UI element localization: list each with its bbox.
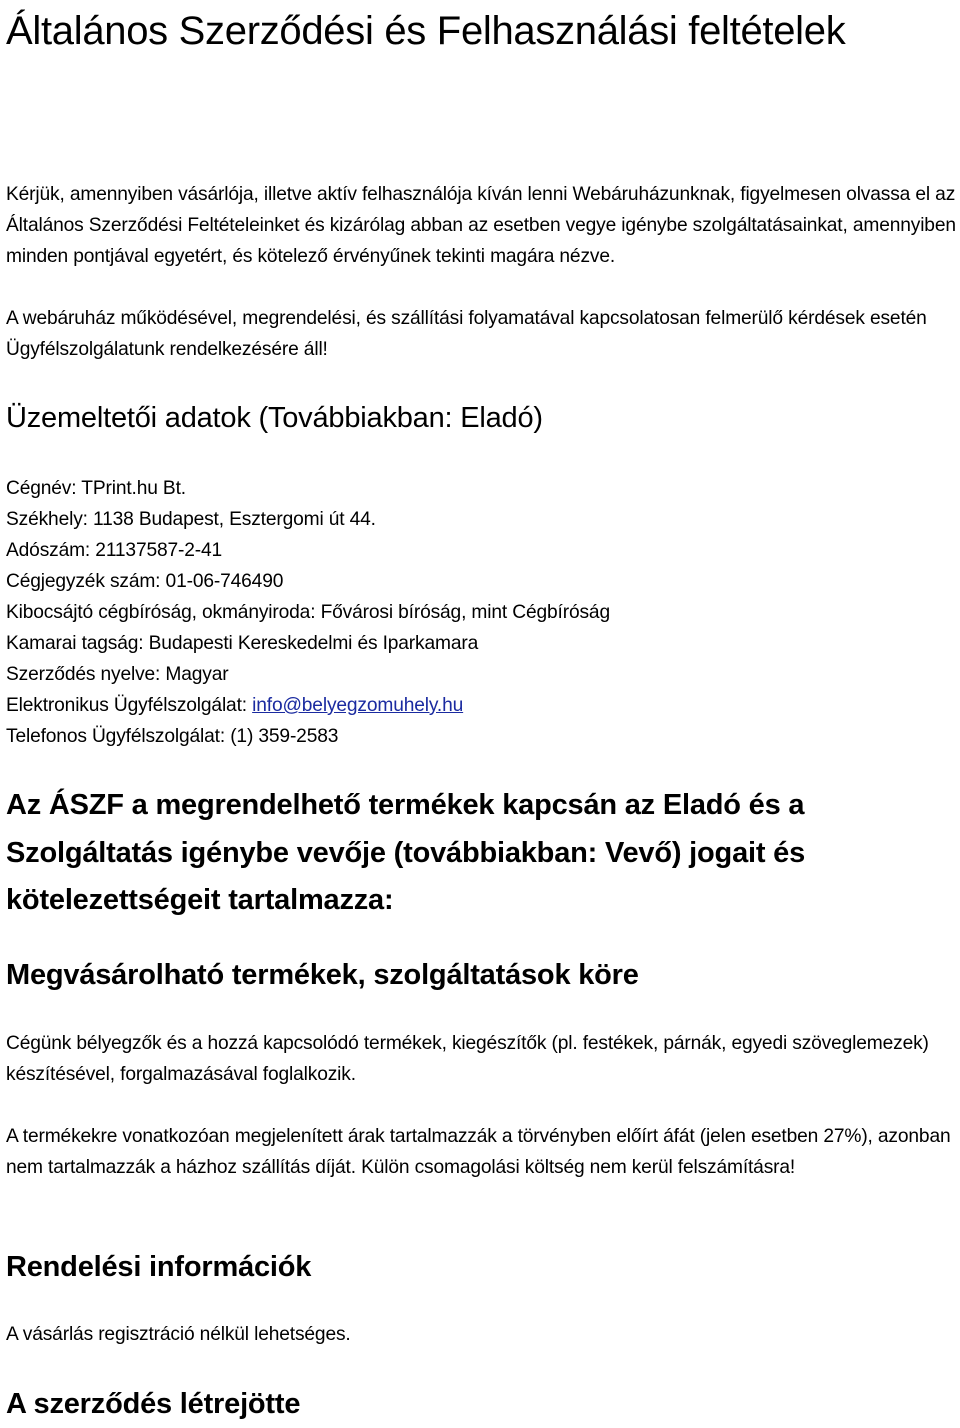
intro-paragraph-1: Kérjük, amennyiben vásárlója, illetve aktív felhasználója kíván lenni Webáruházunknak, figyelmesen olvassa el az Általános Szerződési Feltételeinket és kizárólag abban az esetben vegye igénybe szolgáltatásainkat, amennyiben minden pontjával egyetért, és kötelező érvényűnek tekinti magára nézve. [6, 184, 956, 267]
chamber-membership: Kamarai tagság: Budapesti Kereskedelmi és Iparkamara [6, 633, 479, 654]
email-support [6, 690, 463, 721]
company-seat: Székhely: 1138 Budapest, Esztergomi út 44. [6, 509, 376, 530]
email-support-label: Elektronikus Ügyfélszolgálat: [6, 695, 253, 716]
ordering-heading: Rendelési információk [6, 1251, 312, 1283]
products-paragraph-2: A termékekre vonatkozóan megjelenített árak tartalmazzák a törvényben előírt áfát (jelen esetben 27%), azonban nem tartalmazzák a házhoz szállítás díját. Külön csomagolási költség nem kerül felszámításra! [6, 1126, 951, 1178]
tax-number: Adószám: 21137587-2-41 [6, 540, 223, 561]
page-title: Általános Szerződési és Felhasználási feltételek [6, 9, 846, 53]
contract-language: Szerződés nyelve: Magyar [6, 664, 229, 685]
email-link[interactable]: info@belyegzomuhely.hu [252, 695, 464, 716]
company-name: Cégnév: TPrint.hu Bt. [6, 478, 186, 499]
aszf-heading: Az ÁSZF a megrendelhető termékek kapcsán az Eladó és a Szolgáltatás igénybe vevője (továbbiakban: Vevő) jogait és kötelezettségeit tartalmazza: [6, 789, 806, 916]
operator-heading: Üzemeltetői adatok (Továbbiakban: Eladó) [6, 402, 543, 434]
phone-support: Telefonos Ügyfélszolgálat: (1) 359-2583 [6, 726, 339, 747]
products-heading: Megvásárolható termékek, szolgáltatások köre [6, 959, 639, 991]
products-paragraph-1: Cégünk bélyegzők és a hozzá kapcsolódó termékek, kiegészítők (pl. festékek, párnák, egyedi szöveglemezek) készítésével, forgalmazásával foglalkozik. [6, 1033, 929, 1085]
registry-number: Cégjegyzék szám: 01-06-746490 [6, 571, 284, 592]
intro-paragraph-2: A webáruház működésével, megrendelési, és szállítási folyamatával kapcsolatosan felmerülő kérdések esetén Ügyfélszolgálatunk rendelkezésére áll! [6, 308, 927, 360]
registry-court: Kibocsájtó cégbíróság, okmányiroda: Fővárosi bíróság, mint Cégbíróság [6, 602, 610, 623]
ordering-paragraph: A vásárlás regisztráció nélkül lehetséges. [6, 1324, 351, 1345]
contract-heading: A szerződés létrejötte [6, 1388, 301, 1420]
